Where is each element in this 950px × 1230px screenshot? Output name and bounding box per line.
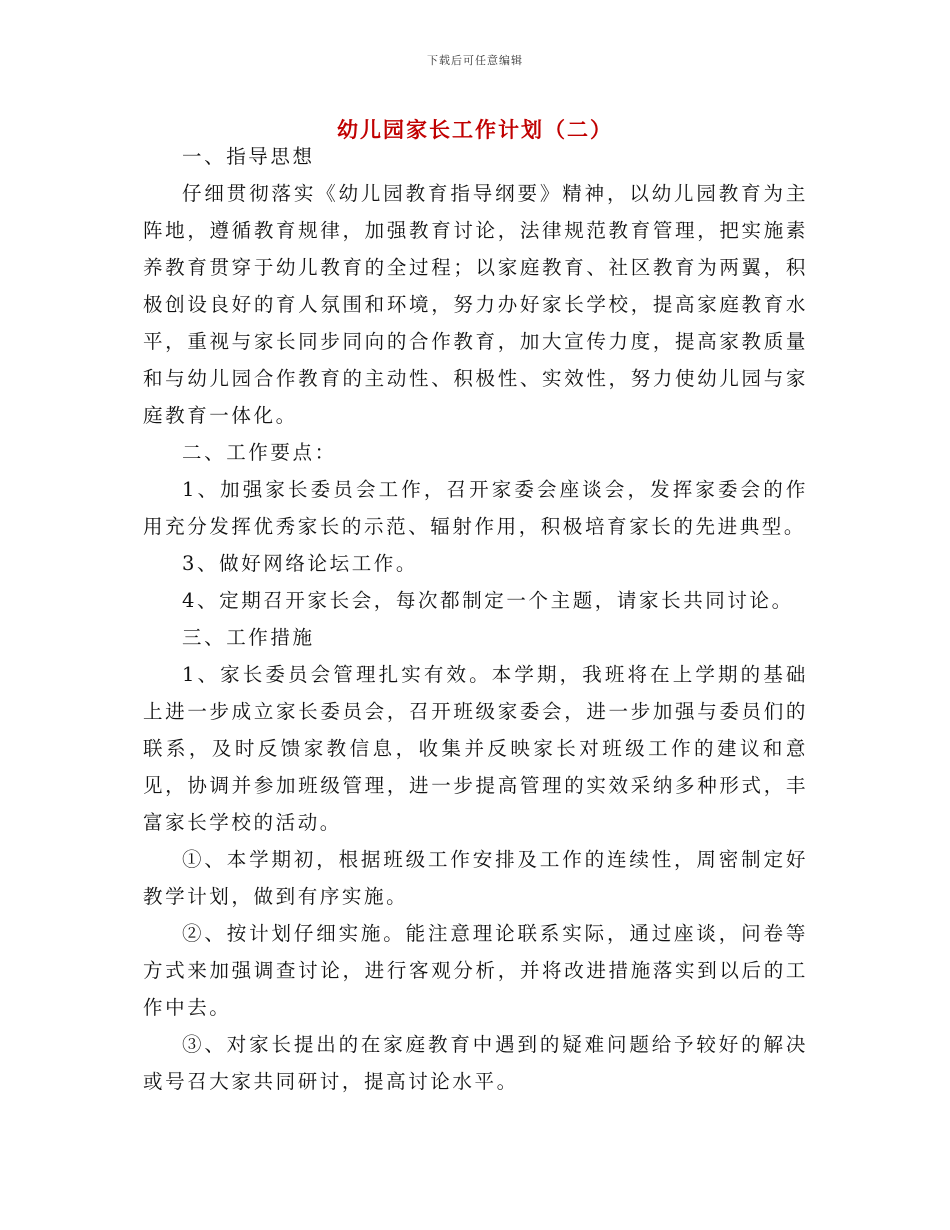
section-heading-work-measures: 三、工作措施: [182, 626, 315, 649]
download-note: 下载后可任意编辑: [427, 54, 523, 67]
document-title: 幼儿园家长工作计划（二）: [337, 117, 613, 142]
document-body: [143, 138, 808, 1100]
sub-list-item: ②、按计划仔细实施。能注意理论联系实际，通过座谈，问卷等方式来加强调查讨论，进行客观分析，并将改进措施落实到以后的工作中去。: [143, 922, 808, 1019]
sub-list-item: ①、本学期初，根据班级工作安排及工作的连续性，周密制定好教学计划，做到有序实施。: [143, 848, 808, 908]
list-item: 4、定期召开家长会，每次都制定一个主题，请家长共同讨论。: [182, 589, 794, 612]
list-item: 3、做好网络论坛工作。: [182, 552, 419, 575]
section-heading-work-points: 二、工作要点：: [182, 441, 337, 464]
list-item: 1、加强家长委员会工作，召开家委会座谈会，发挥家委会的作用充分发挥优秀家长的示范、辐射作用，积极培育家长的先进典型。: [143, 478, 808, 538]
section-heading-guiding-ideology: 一、指导思想: [182, 145, 315, 168]
body-paragraph: 仔细贯彻落实《幼儿园教育指导纲要》精神，以幼儿园教育为主阵地，遵循教育规律，加强教育讨论，法律规范教育管理，把实施素养教育贯穿于幼儿教育的全过程；以家庭教育、社区教育为两翼，积极创设良好的育人氛围和环境，努力办好家长学校，提高家庭教育水平，重视与家长同步同向的合作教育，加大宣传力度，提高家教质量和与幼儿园合作教育的主动性、积极性、实效性，努力使幼儿园与家庭教育一体化。: [143, 182, 808, 427]
list-item: 1、家长委员会管理扎实有效。本学期，我班将在上学期的基础上进一步成立家长委员会，召开班级家委会，进一步加强与委员们的联系，及时反馈家教信息，收集并反映家长对班级工作的建议和意见，协调并参加班级管理，进一步提高管理的实效采纳多种形式，丰富家长学校的活动。: [143, 663, 808, 834]
sub-list-item: ③、对家长提出的在家庭教育中遇到的疑难问题给予较好的解决或号召大家共同研讨，提高讨论水平。: [143, 1033, 808, 1093]
